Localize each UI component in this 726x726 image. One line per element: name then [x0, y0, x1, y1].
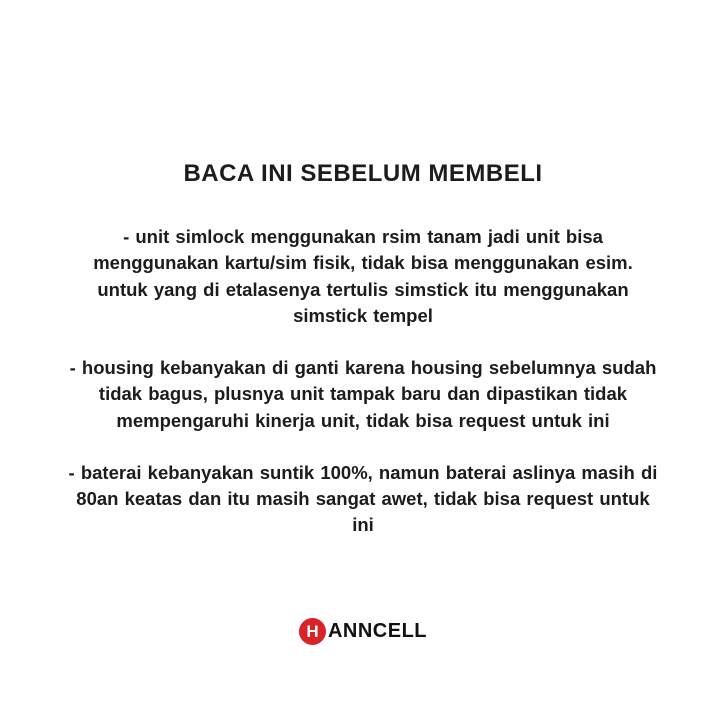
notice-body — [68, 210, 658, 551]
notice-paragraph-housing: - housing kebanyakan di ganti karena housing sebelumnya sudah tidak bagus, plusnya unit tampak baru dan dipastikan tidak mempengaruhi kinerja unit, tidak bisa request untuk ini — [69, 357, 657, 431]
hanncell-wordmark: ANNCELL — [327, 620, 428, 642]
page-title: BACA INI SEBELUM MEMBELI — [183, 160, 543, 187]
notice-paragraph-simlock: - unit simlock menggunakan rsim tanam jadi unit bisa menggunakan kartu/sim fisik, tidak bisa menggunakan esim. untuk yang di etalasenya tertulis simstick itu menggunakan simstick tempel — [93, 226, 633, 326]
notice-paragraph-battery: - baterai kebanyakan suntik 100%, namun baterai aslinya masih di 80an keatas dan itu masih sangat awet, tidak bisa request untuk ini — [68, 461, 658, 536]
hanncell-logo — [299, 618, 427, 645]
hanncell-logo-icon: H — [299, 618, 326, 645]
